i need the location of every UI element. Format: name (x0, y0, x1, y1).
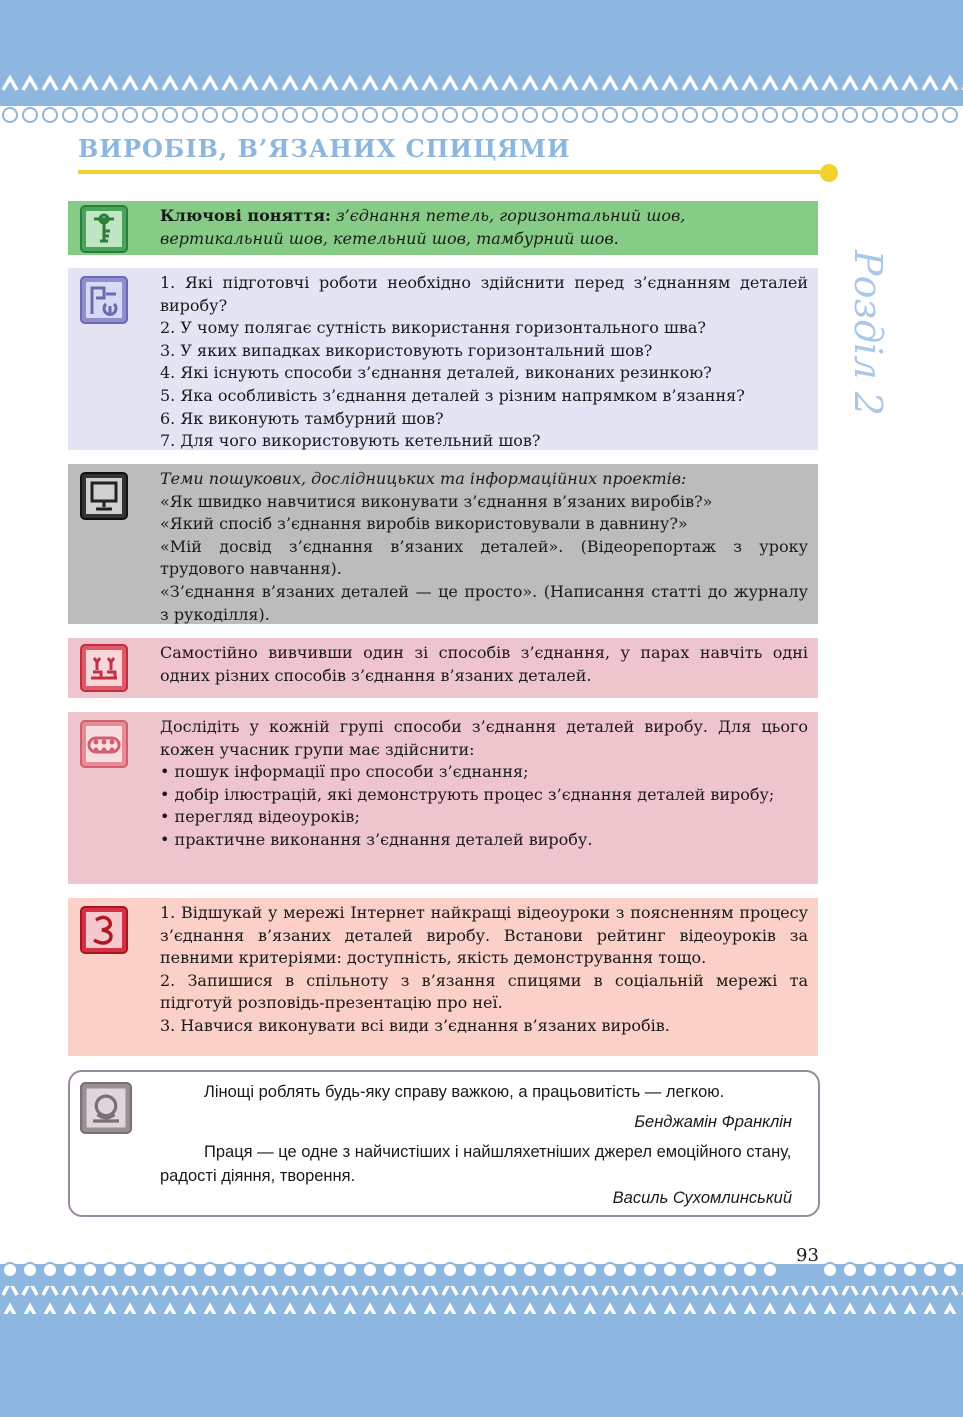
question-7: 7. Для чого використовують кетельний шов? (160, 431, 541, 451)
homework-icon (80, 906, 128, 954)
project-4: «З’єднання в’язаних деталей — це просто». (Написання статті до журналу з рукоділля). (160, 581, 808, 624)
quotes-box (68, 1070, 820, 1217)
project-1: «Як швидко навчитися виконувати з’єднання в’язаних виробів?» (160, 491, 713, 511)
homework-box (68, 898, 818, 1056)
heading-rule-dot (820, 164, 838, 182)
question-1: 1. Які підготовчі роботи необхідно здійснити перед з’єднанням деталей виробу? (160, 273, 808, 315)
pairs-icon (80, 644, 128, 692)
question-2: 2. У чому полягає сутність використання горизонтального шва? (160, 318, 706, 338)
groups-item-1: • пошук інформації про способи з’єднання; (160, 762, 529, 782)
computer-icon (80, 472, 128, 520)
section-side-label: Розділ 2 (846, 250, 890, 416)
question-6: 6. Як виконують тамбурний шов? (160, 408, 444, 428)
page-heading: ВИРОБІВ, В’ЯЗАНИХ СПИЦЯМИ (78, 134, 571, 163)
question-4: 4. Які існують способи з’єднання деталей, виконаних резинкою? (160, 363, 712, 383)
pairs-box (68, 638, 818, 698)
groups-item-2: • добір ілюстрацій, які демонструють процес з’єднання деталей виробу; (160, 784, 775, 804)
groups-box (68, 712, 818, 884)
quote-2-author: Василь Сухомлинський (612, 1189, 792, 1207)
question-5: 5. Яка особливість з’єднання деталей з різним напрямком в’язання? (160, 385, 745, 405)
quote-1-author: Бенджамін Франклін (634, 1113, 792, 1131)
key-concepts-box (68, 201, 818, 255)
groups-intro: Дослідіть у кожній групі способи з’єднання деталей виробу. Для цього кожен учасник групи має здійснити: (160, 717, 808, 759)
key-icon (80, 205, 128, 253)
top-lace-border (0, 72, 963, 132)
homework-1: 1. Відшукай у мережі Інтернет найкращі відеоуроки з поясненням процесу з’єднання в’язаних деталей виробу. Встанови рейтинг відеоуроків за певними критеріями: доступність, якість демонстрування тощо. (160, 903, 808, 968)
question-3: 3. У яких випадках використовують горизонтальний шов? (160, 340, 653, 360)
project-2: «Який спосіб з’єднання виробів використовували в давнину?» (160, 514, 688, 534)
homework-3: 3. Навчися виконувати всі види з’єднання в’язаних виробів. (160, 1015, 670, 1035)
group-icon (80, 720, 128, 768)
groups-item-3: • перегляд відеоуроків; (160, 807, 360, 827)
heading-rule (78, 170, 828, 174)
quote-icon (80, 1082, 132, 1134)
quote-1-text: Лінощі роблять будь-яку справу важкою, а працьовитість — легкою. (204, 1083, 725, 1101)
projects-title: Теми пошукових, дослідницьких та інформаційних проектів: (160, 469, 687, 488)
groups-item-4: • практичне виконання з’єднання деталей виробу. (160, 829, 593, 849)
projects-box (68, 464, 818, 624)
project-3: «Мій досвід з’єднання в’язаних деталей». (Відеорепортаж з уроку трудового навчання). (160, 536, 808, 579)
quote-2-text: Праця — це одне з найчистіших і найшляхетніших джерел емоційного стану, радості діяння, творення. (160, 1143, 792, 1185)
page-number: 93 (796, 1245, 819, 1266)
homework-2: 2. Запишися в спільноту з в’язання спицями в соціальній мережі та підготуй розповідь-презентацію про неї. (160, 970, 808, 1013)
pairs-text: Самостійно вивчивши один зі способів з’єднання, у парах навчіть одні одних різних способів з’єднання в’язаних деталей. (160, 643, 808, 685)
key-concepts-label: Ключові поняття: (160, 206, 331, 225)
questions-box (68, 268, 818, 450)
key-concepts-text: з’єднання петель, горизонтальний шов, вертикальний шов, кетельний шов, тамбурний шов. (160, 206, 686, 248)
questions-icon (80, 276, 128, 324)
